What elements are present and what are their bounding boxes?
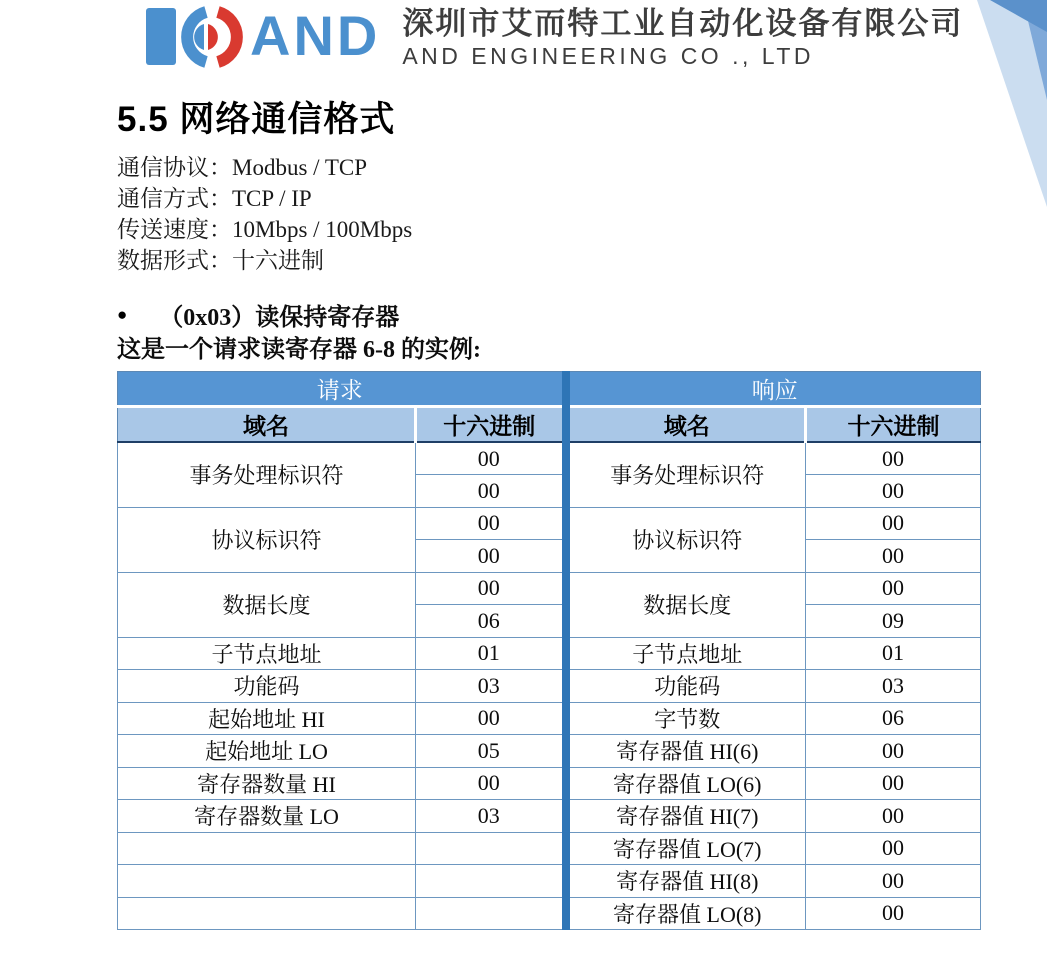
resp-hex-value-cell: 00 bbox=[806, 735, 981, 768]
request-field-col-header: 域名 bbox=[118, 407, 416, 443]
req-field-name-cell: 子节点地址 bbox=[118, 637, 416, 670]
spec-protocol: 通信协议：Modbus / TCP bbox=[117, 155, 368, 180]
response-field-col-header: 域名 bbox=[566, 407, 806, 443]
resp-hex-value-cell: 00 bbox=[806, 572, 981, 605]
req-hex-value-cell: 00 bbox=[416, 540, 566, 573]
resp-field-name-cell: 寄存器值 LO(8) bbox=[566, 897, 806, 930]
company-name-block bbox=[402, 5, 963, 70]
resp-field-name-cell: 寄存器值 LO(6) bbox=[566, 767, 806, 800]
table-row bbox=[118, 572, 981, 605]
req-field-name-cell: 起始地址 LO bbox=[118, 735, 416, 768]
req-field-name-cell bbox=[118, 865, 416, 898]
table-row bbox=[118, 670, 981, 703]
corner-ribbon-decoration bbox=[975, 0, 1047, 210]
table-row bbox=[118, 442, 981, 475]
spec-speed: 传送速度：10Mbps / 100Mbps bbox=[117, 217, 413, 242]
resp-hex-value-cell: 00 bbox=[806, 507, 981, 540]
resp-hex-value-cell: 01 bbox=[806, 637, 981, 670]
spec-data-format: 数据形式：十六进制 bbox=[117, 248, 324, 273]
req-field-name-cell: 功能码 bbox=[118, 670, 416, 703]
resp-field-name-cell: 字节数 bbox=[566, 702, 806, 735]
company-name-english: AND ENGINEERING CO ., LTD bbox=[402, 43, 814, 69]
req-hex-value-cell: 03 bbox=[416, 800, 566, 833]
resp-field-name-cell: 功能码 bbox=[566, 670, 806, 703]
req-field-name-cell: 协议标识符 bbox=[118, 507, 416, 572]
req-hex-value-cell: 05 bbox=[416, 735, 566, 768]
req-field-name-cell: 起始地址 HI bbox=[118, 702, 416, 735]
table-row bbox=[118, 767, 981, 800]
resp-hex-value-cell: 00 bbox=[806, 767, 981, 800]
req-hex-value-cell: 00 bbox=[416, 475, 566, 508]
req-hex-value-cell: 00 bbox=[416, 572, 566, 605]
resp-hex-value-cell: 00 bbox=[806, 865, 981, 898]
brand-logo-text: AND bbox=[250, 4, 381, 67]
req-hex-value-cell: 00 bbox=[416, 767, 566, 800]
req-hex-value-cell: 06 bbox=[416, 605, 566, 638]
table-row bbox=[118, 897, 981, 930]
resp-hex-value-cell: 00 bbox=[806, 897, 981, 930]
resp-hex-value-cell: 00 bbox=[806, 800, 981, 833]
req-field-name-cell bbox=[118, 897, 416, 930]
response-header: 响应 bbox=[566, 372, 981, 407]
resp-hex-value-cell: 00 bbox=[806, 832, 981, 865]
table-row bbox=[118, 865, 981, 898]
resp-field-name-cell: 事务处理标识符 bbox=[566, 442, 806, 507]
resp-hex-value-cell: 06 bbox=[806, 702, 981, 735]
req-hex-value-cell bbox=[416, 832, 566, 865]
resp-field-name-cell: 子节点地址 bbox=[566, 637, 806, 670]
company-header bbox=[146, 5, 963, 70]
req-hex-value-cell bbox=[416, 897, 566, 930]
req-field-name-cell: 事务处理标识符 bbox=[118, 442, 416, 507]
resp-field-name-cell: 数据长度 bbox=[566, 572, 806, 637]
function-code-label: （0x03）读保持寄存器 bbox=[159, 305, 400, 331]
resp-hex-value-cell: 03 bbox=[806, 670, 981, 703]
table-row bbox=[118, 702, 981, 735]
req-field-name-cell bbox=[118, 832, 416, 865]
table-title-row bbox=[118, 372, 981, 407]
req-hex-value-cell: 03 bbox=[416, 670, 566, 703]
table-caption: 这是一个请求读寄存器 6-8 的实例: bbox=[117, 337, 481, 363]
section-heading: 5.5 网络通信格式 bbox=[117, 100, 396, 139]
table-row bbox=[118, 507, 981, 540]
comm-table-body bbox=[118, 442, 981, 930]
modbus-frame-table bbox=[117, 371, 981, 930]
req-field-name-cell: 寄存器数量 LO bbox=[118, 800, 416, 833]
table-column-header-row bbox=[118, 407, 981, 443]
req-hex-value-cell: 00 bbox=[416, 442, 566, 475]
request-hex-col-header: 十六进制 bbox=[416, 407, 566, 443]
bullet-icon: ● bbox=[117, 304, 128, 324]
function-code-bullet bbox=[117, 297, 399, 332]
resp-hex-value-cell: 00 bbox=[806, 442, 981, 475]
req-field-name-cell: 寄存器数量 HI bbox=[118, 767, 416, 800]
resp-hex-value-cell: 09 bbox=[806, 605, 981, 638]
company-name-chinese: 深圳市艾而特工业自动化设备有限公司 bbox=[402, 6, 964, 41]
resp-field-name-cell: 协议标识符 bbox=[566, 507, 806, 572]
table-row bbox=[118, 637, 981, 670]
resp-field-name-cell: 寄存器值 HI(6) bbox=[566, 735, 806, 768]
resp-field-name-cell: 寄存器值 LO(7) bbox=[566, 832, 806, 865]
req-field-name-cell: 数据长度 bbox=[118, 572, 416, 637]
response-hex-col-header: 十六进制 bbox=[806, 407, 981, 443]
req-hex-value-cell: 00 bbox=[416, 507, 566, 540]
resp-field-name-cell: 寄存器值 HI(8) bbox=[566, 865, 806, 898]
comm-spec-list bbox=[117, 152, 412, 276]
table-row bbox=[118, 832, 981, 865]
spec-mode: 通信方式：TCP / IP bbox=[117, 186, 312, 211]
req-hex-value-cell bbox=[416, 865, 566, 898]
and-logo-icon bbox=[146, 5, 248, 69]
table-row bbox=[118, 735, 981, 768]
resp-hex-value-cell: 00 bbox=[806, 540, 981, 573]
resp-hex-value-cell: 00 bbox=[806, 475, 981, 508]
resp-field-name-cell: 寄存器值 HI(7) bbox=[566, 800, 806, 833]
req-hex-value-cell: 01 bbox=[416, 637, 566, 670]
req-hex-value-cell: 00 bbox=[416, 702, 566, 735]
request-header: 请求 bbox=[118, 372, 566, 407]
table-row bbox=[118, 800, 981, 833]
